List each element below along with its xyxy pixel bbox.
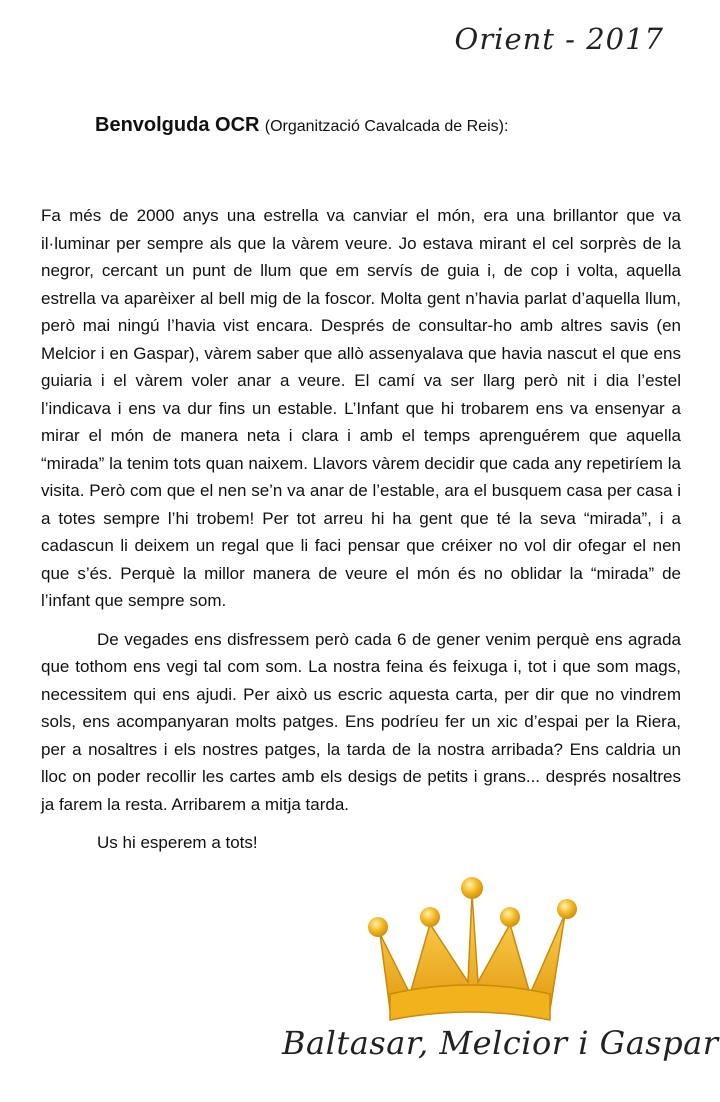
salutation [95, 114, 508, 137]
letter-paragraph-2: De vegades ens disfressem però cada 6 de gener venim perquè ens agrada que tothom ens vegi tal com som. La nostra feina és feixuga i, tot i que som mags, necessitem qui ens ajudi. Per això us escric aquesta carta, per dir que no vindrem sols, ens acompanyaran molts patges. Ens podríeu fer un xic d’espai per la Riera, per a nosaltres i els nostres patges, la tarda de la nostra arribada? Ens caldria un lloc on poder recollir les cartes amb els desigs de petits i grans... després nosaltres ja farem la resta. Arribarem a mitja tarda. [41, 629, 681, 814]
letter-body [41, 202, 681, 868]
header-date: Orient - 2017 [454, 22, 664, 56]
letter-paragraph-3: Us hi esperem a tots! [97, 833, 258, 852]
signature: Baltasar, Melcior i Gaspar [282, 1024, 719, 1062]
salutation-parenthetical: (Organització Cavalcada de Reis): [264, 118, 509, 135]
salutation-recipient: Benvolguda OCR [95, 114, 260, 136]
letter-paragraph-1: Fa més de 2000 anys una estrella va canviar el món, era una brillantor que va il·luminar per sempre als que la vàrem veure. Jo estava mirant el cel sorprès de la negror, cercant un punt de llum que em servís de guia i, de cop i volta, aquella estrella va aparèixer al bell mig de la foscor. Molta gent n’havia parlat d’aquella llum, però mai ningú l’havia vist encara. Després de consultar-ho amb altres savis (en Melcior i en Gaspar), vàrem saber que allò assenyalava que havia nascut el que ens guiaria i el vàrem voler anar a veure. El camí va ser llarg però nit i dia l’estel l’indicava i ens va dur fins un estable. L’Infant que hi trobarem ens va ensenyar a mirar el món de manera neta i clara i amb el temps aprenguérem que aquella “mirada” la tenim tots quan naixem. Llavors vàrem decidir que cada any repetiríem la visita. Però com que el nen se’n va anar de l’estable, ara el busquem casa per casa i a totes sempre l’hi trobem! Per tot arreu hi ha gent que té la seva “mirada”, i a cadascun li deixem un regal que li faci pensar que créixer no vol dir ofegar el nen que s’és. Perquè la millor manera de veure el món és no oblidar la “mirada” de l’infant que sempre som. [41, 206, 681, 610]
crown-icon [350, 872, 590, 1032]
